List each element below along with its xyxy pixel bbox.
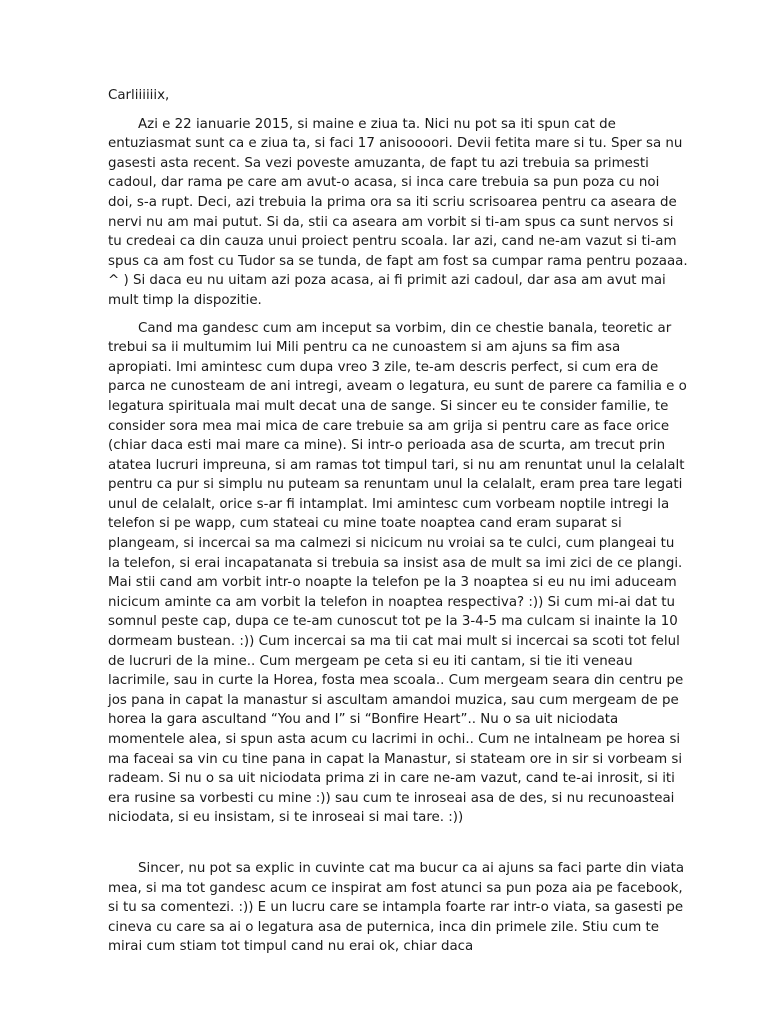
letter-paragraph-2: Cand ma gandesc cum am inceput sa vorbim, din ce chestie banala, teoretic ar trebui sa ii multumim lui Mili pentru ca ne cunoastem si am ajuns sa fim asa apropiati. Imi amintesc cum dupa vreo 3 zile, te-am descris perfect, si cum era de parca ne cunosteam de ani intregi, aveam o legatura, eu sunt de parere ca familia e o legatura spirituala mai mult decat una de sange. Si sincer eu te consider familie, te consider sora mea mai mica de care trebuie sa am grija si pentru care as face orice (chiar daca esti mai mare ca mine). Si intr-o perioada asa de scurta, am trecut prin atatea lucruri impreuna, si am ramas tot timpul tari, si nu am renuntat unul la celalalt pentru ca pur si simplu nu puteam sa renuntam unul la celalalt, eram prea tare legati unul de celalalt, orice s-ar fi intamplat. Imi amintesc cum vorbeam noptile intregi la telefon si pe wapp, cum stateai cu mine toate noaptea cand eram suparat si plangeam, si incercai sa ma calmezi si nicicum nu vroiai sa te culci, cum plangeai tu la telefon, si erai incapatanata si trebuia sa insist asa de mult sa imi zici de ce plangi. Mai stii cand am vorbit intr-o noapte la telefon pe la 3 noaptea si eu nu imi aduceam nicicum aminte ca am vorbit la telefon in noaptea respectiva? :)) Si cum mi-ai dat tu somnul peste cap, dupa ce te-am cunoscut tot pe la 3-4-5 ma culcam si inainte la 10 dormeam bustean. :)) Cum incercai sa ma tii cat mai mult si incercai sa scoti tot felul de lucruri de la mine.. Cum mergeam pe ceta si eu iti cantam, si tie iti veneau lacrimile, sau in curte la Horea, fosta mea scoala.. Cum mergeam seara din centru pe jos pana in capat la manastur si ascultam amandoi muzica, sau cum mergeam de pe horea la gara ascultand “You and I” si “Bonfire Heart”.. Nu o sa uit niciodata momentele alea, si spun asta acum cu lacrimi in ochi.. Cum ne intalneam pe horea si ma faceai sa vin cu tine pana in capat la Manastur, si stateam ore in sir si vorbeam si radeam. Si nu o sa uit niciodata prima zi in care ne-am vazut, cand te-ai inrosit, si iti era rusine sa vorbesti cu mine :)) sau cum te inroseai asa de des, si nu recunoasteai niciodata, si eu insistam, si te inroseai si mai tare. :)) [108,320,687,826]
letter-paragraph-1: Azi e 22 ianuarie 2015, si maine e ziua ta. Nici nu pot sa iti spun cat de entuziasmat sunt ca e ziua ta, si faci 17 anisoooori. Devii fetita mare si tu. Sper sa nu gasesti asta recent. Sa vezi poveste amuzanta, de fapt tu azi trebuia sa primesti cadoul, dar rama pe care am avut-o acasa, si inca care trebuia sa pun poza cu noi doi, s-a rupt. Deci, azi trebuia la prima ora sa iti scriu scrisoarea pentru ca aseara de nervi nu am mai putut. Si da, stii ca aseara am vorbit si ti-am spus ca sunt nervos si tu credeai ca din cauza unui proiect pentru scoala. Iar azi, cand ne-am vazut si ti-am spus ca am fost cu Tudor sa se tunda, de fapt am fost sa cumpar rama pentru pozaaa. ^ ) Si daca eu nu uitam azi poza acasa, ai fi primit azi cadoul, dar asa am avut mai mult timp la dispozitie. [108,116,688,308]
letter-greeting: Carliiiiiix, [108,88,170,103]
letter-body [108,86,688,965]
letter-paragraph-3: Sincer, nu pot sa explic in cuvinte cat ma bucur ca ai ajuns sa faci parte din viata mea, si ma tot gandesc acum ce inspirat am fost atunci sa pun poza aia pe facebook, si tu sa comentezi. :)) E un lucru care se intampla foarte rar intr-o viata, sa gasesti pe cineva cu care sa ai o legatura asa de puternica, inca din primele zile. Stiu cum te mirai cum stiam tot timpul cand nu erai ok, chiar daca [108,860,685,955]
